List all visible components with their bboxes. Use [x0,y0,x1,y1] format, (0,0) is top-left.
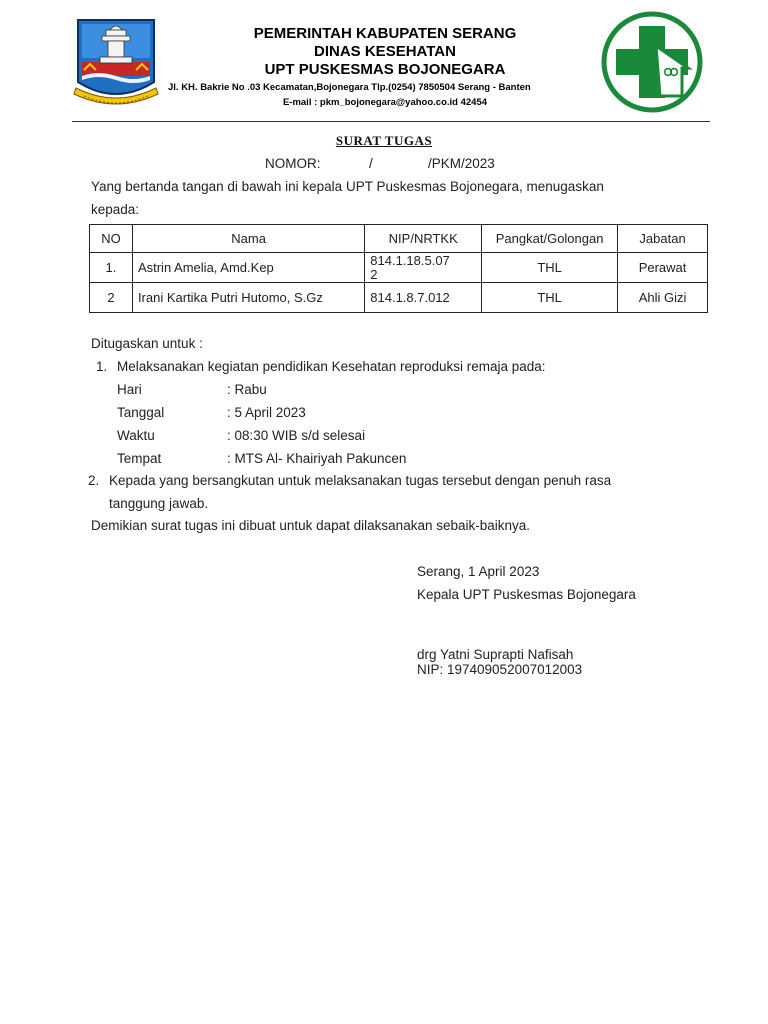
assignment-heading: Ditugaskan untuk : [91,336,203,351]
cell-nip: 814.1.8.7.012 [365,283,482,313]
cell-no: 1. [90,253,133,283]
cell-no: 2 [90,283,133,313]
table-row [90,253,708,283]
serang-regency-emblem-icon [68,14,164,114]
nomor-label: NOMOR: [265,156,321,171]
header-puskesmas: UPT PUSKESMAS BOJONEGARA [264,61,506,78]
cell-jabatan: Perawat [618,253,708,283]
detail-label-tempat: Tempat [117,451,162,466]
cell-pangkat: THL [482,283,618,313]
nomor-separator: / [369,156,373,171]
cell-pangkat: THL [482,253,618,283]
header-divider [72,121,710,122]
signature-name: drg Yatni Suprapti Nafisah [417,647,574,662]
staff-table [89,224,708,313]
header-email: E-mail : pkm_bojonegara@yahoo.co.id 42454 [282,97,488,108]
cell-nama: Irani Kartika Putri Hutomo, S.Gz [132,283,364,313]
table-row [90,283,708,313]
col-header-jabatan: Jabatan [618,225,708,253]
item-1-text: Melaksanakan kegiatan pendidikan Kesehatan reproduksi remaja pada: [117,359,546,374]
intro-line-2: kepada: [91,202,140,217]
item-2-line-1: Kepada yang bersangkutan untuk melaksanakan tugas tersebut dengan penuh rasa [109,473,612,488]
header-address: Jl. KH. Bakrie No .03 Kecamatan,Bojonegara Tlp.(0254) 7850504 Serang - Banten [168,82,531,93]
cell-nama: Astrin Amelia, Amd.Kep [132,253,364,283]
signature-place-date: Serang, 1 April 2023 [417,564,540,579]
signature-nip: NIP: 197409052007012003 [417,662,583,677]
item-1-number: 1. [96,359,108,374]
header-government: PEMERINTAH KABUPATEN SERANG [253,25,517,42]
detail-value-tempat: : MTS Al- Khairiyah Pakuncen [227,451,407,466]
signature-position: Kepala UPT Puskesmas Bojonegara [417,587,636,602]
table-header-row [90,225,708,253]
header-department: DINAS KESEHATAN [314,43,456,60]
item-2-number: 2. [88,473,100,488]
col-header-nama: Nama [132,225,364,253]
cell-nip: 814.1.18.5.07 2 [365,253,482,283]
cell-jabatan: Ahli Gizi [618,283,708,313]
col-header-nip: NIP/NRTKK [365,225,482,253]
col-header-pangkat: Pangkat/Golongan [482,225,618,253]
col-header-no: NO [90,225,133,253]
detail-label-tanggal: Tanggal [117,405,165,420]
detail-value-waktu: : 08:30 WIB s/d selesai [227,428,366,443]
nomor-suffix: /PKM/2023 [428,156,495,171]
detail-value-hari: : Rabu [227,382,267,397]
detail-value-tanggal: : 5 April 2023 [227,405,306,420]
intro-line-1: Yang bertanda tangan di bawah ini kepala UPT Puskesmas Bojonegara, menugaskan [91,179,604,194]
detail-label-hari: Hari [117,382,142,397]
closing-statement: Demikian surat tugas ini dibuat untuk dapat dilaksanakan sebaik-baiknya. [91,518,531,533]
letter-title: SURAT TUGAS [335,133,433,148]
puskesmas-cross-logo-icon [600,10,704,114]
item-2-line-2: tanggung jawab. [109,496,209,511]
detail-label-waktu: Waktu [117,428,155,443]
